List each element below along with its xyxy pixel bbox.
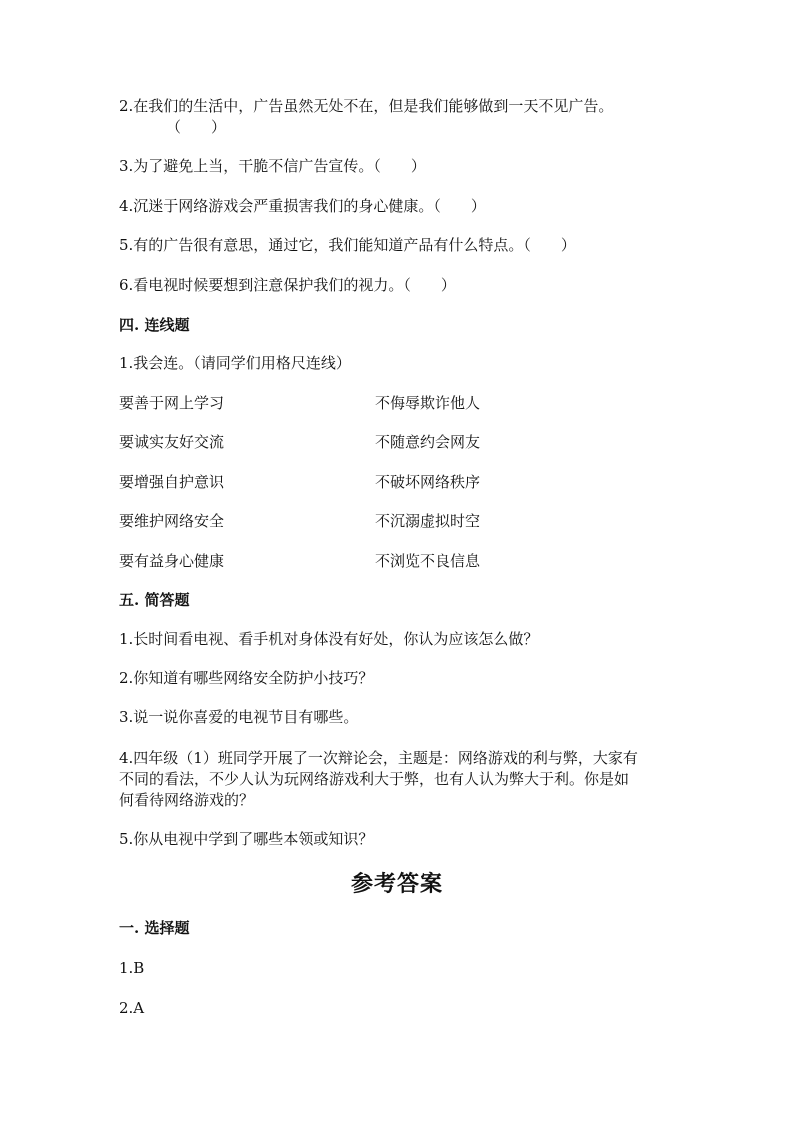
answers-section-heading: 一. 选择题 (119, 919, 190, 937)
matching-right-item: 不侮辱欺诈他人 (375, 394, 481, 412)
short-answer-question-1: 1.长时间看电视、看手机对身体没有好处，你认为应该怎么做？ (119, 630, 539, 648)
question-3: 3.为了避免上当，干脆不信广告宣传。（ ） (119, 157, 426, 175)
question-2-line-1: 2.在我们的生活中，广告虽然无处不在，但是我们能够做到一天不见广告。 (119, 97, 614, 115)
short-answer-question-3: 3.说一说你喜爱的电视节目有哪些。 (119, 708, 359, 726)
question-2-answer-blank: （ ） (166, 118, 227, 136)
matching-left-item: 要诚实友好交流 (119, 433, 225, 451)
answer-1: 1.B (119, 959, 145, 977)
matching-right-item: 不破坏网络秩序 (375, 473, 481, 491)
short-answer-question-4-line-3: 何看待网络游戏的？ (119, 791, 255, 809)
short-answer-heading: 五. 简答题 (119, 591, 190, 609)
question-5: 5.有的广告很有意思，通过它，我们能知道产品有什么特点。（ ） (119, 236, 576, 254)
short-answer-question-4-line-2: 不同的看法，不少人认为玩网络游戏利大于弊，也有人认为弊大于利。你是如 (119, 770, 630, 788)
matching-left-item: 要维护网络安全 (119, 512, 225, 530)
answer-2: 2.A (119, 999, 145, 1017)
short-answer-question-5: 5.你从电视中学到了哪些本领或知识？ (119, 830, 374, 848)
matching-right-item: 不沉溺虚拟时空 (375, 512, 481, 530)
matching-heading: 四. 连线题 (119, 316, 190, 334)
matching-right-item: 不随意约会网友 (375, 433, 481, 451)
matching-instruction: 1.我会连。（请同学们用格尺连线） (119, 354, 351, 372)
matching-left-item: 要有益身心健康 (119, 552, 225, 570)
question-4: 4.沉迷于网络游戏会严重损害我们的身心健康。（ ） (119, 197, 486, 215)
matching-left-item: 要善于网上学习 (119, 394, 225, 412)
short-answer-question-4-line-1: 4.四年级（1）班同学开展了一次辩论会，主题是：网络游戏的利与弊，大家有 (119, 749, 638, 767)
matching-left-item: 要增强自护意识 (119, 473, 225, 491)
short-answer-question-2: 2.你知道有哪些网络安全防护小技巧？ (119, 669, 374, 687)
matching-right-item: 不浏览不良信息 (375, 552, 481, 570)
question-6: 6.看电视时候要想到注意保护我们的视力。（ ） (119, 276, 456, 294)
answers-title: 参考答案 (350, 871, 443, 897)
